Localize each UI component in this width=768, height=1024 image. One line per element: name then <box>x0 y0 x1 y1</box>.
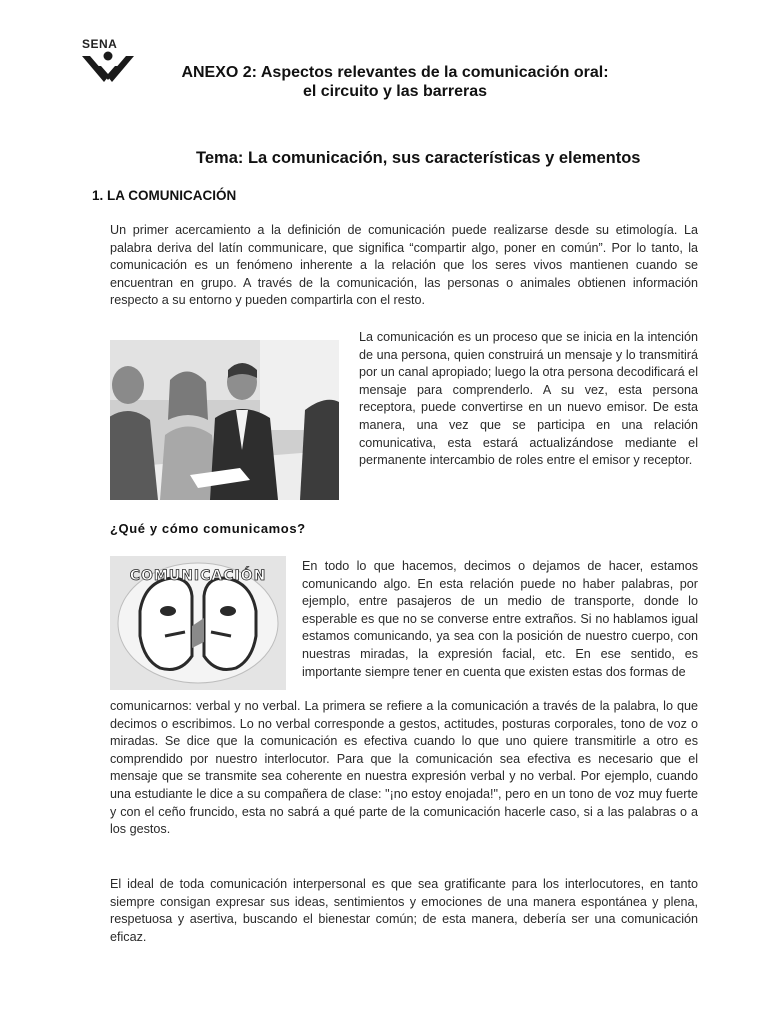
drawing-lettering: COMUNICACIÓN <box>129 568 267 584</box>
communication-faces-drawing <box>110 556 286 690</box>
paragraph-etymology: Un primer acercamiento a la definición de comunicación puede realizarse desde su etimología. La palabra deriva del latín communicare, que significa “compartir algo, poner en común”. Por lo tanto, la comunicación es un fenómeno inherente a la relación que los seres vivos mantienen cuando se encuentran en grupo. A través de la comunicación, las personas o animales obtienen información respecto a su entorno y pueden compartirla con el resto. <box>110 223 698 308</box>
topic-subtitle: Tema: La comunicación, sus características y elementos <box>196 149 641 167</box>
meeting-photo <box>110 340 339 500</box>
question-heading: ¿Qué y cómo comunicamos? <box>110 521 306 536</box>
paragraph-process: La comunicación es un proceso que se inicia en la intención de una persona, quien construirá un mensaje y lo transmitirá por un canal apropiado; luego la otra persona decodificará el mensaje para comprenderlo. A su vez, esta persona receptora, puede convertirse en un nuevo emisor. De esta manera, una vez que se participa en una relación comunicativa, esta estará actualizándose mediante el permanente intercambio de roles entre el emisor y receptor. <box>359 330 698 468</box>
sena-logo-icon <box>78 36 138 86</box>
section-heading: 1. LA COMUNICACIÓN <box>92 188 237 203</box>
paragraph-verbal-nonverbal: comunicarnos: verbal y no verbal. La primera se refiere a la comunicación a través de la palabra, lo que decimos o escribimos. Lo no verbal corresponde a gestos, actitudes, posturas corporales, tono de voz o miradas. Se dice que la comunicación es efectiva cuando lo que uno quiere transmitirle a otro es comprendido por nuestro interlocutor. Para que la comunicación sea efectiva es necesario que el mensaje que se transmite sea coherente en nuestra expresión verbal y no verbal. Por ejemplo, cuando una estudiante le dice a su compañera de clase: "¡no estoy enojada!", pero en un tono de voz muy fuerte y con el ceño fruncido, esta no sabrá a qué parte de la comunicación hacerle caso, si a las palabras o a los gestos. <box>110 699 698 837</box>
paragraph-ideal-communication: El ideal de toda comunicación interpersonal es que sea gratificante para los interlocutores, en tanto siempre consigan expresar sus ideas, sentimientos y emociones de una manera espontánea y plena, respetuosa y asertiva, buscando el bienestar común; de esta manera, debería ser una comunicación eficaz. <box>110 877 698 944</box>
document-title <box>150 63 640 101</box>
title-line-2: el circuito y las barreras <box>302 83 488 100</box>
title-line-1: ANEXO 2: Aspectos relevantes de la comunicación oral: <box>181 64 609 81</box>
paragraph-what-we-communicate: En todo lo que hacemos, decimos o dejamos de hacer, estamos comunicando algo. En esta relación puede no haber palabras, por ejemplo, entre pasajeros de un medio de transporte, donde lo esperable es que no se converse entre extraños. Si no hablamos igual estamos comunicando, ya sea con la posición de nuestro cuerpo, con nuestras miradas, la expresión facial, etc. En ese sentido, es importante siempre tener en cuenta que existen estas dos formas de <box>302 559 698 679</box>
logo-text: SENA <box>82 37 118 51</box>
